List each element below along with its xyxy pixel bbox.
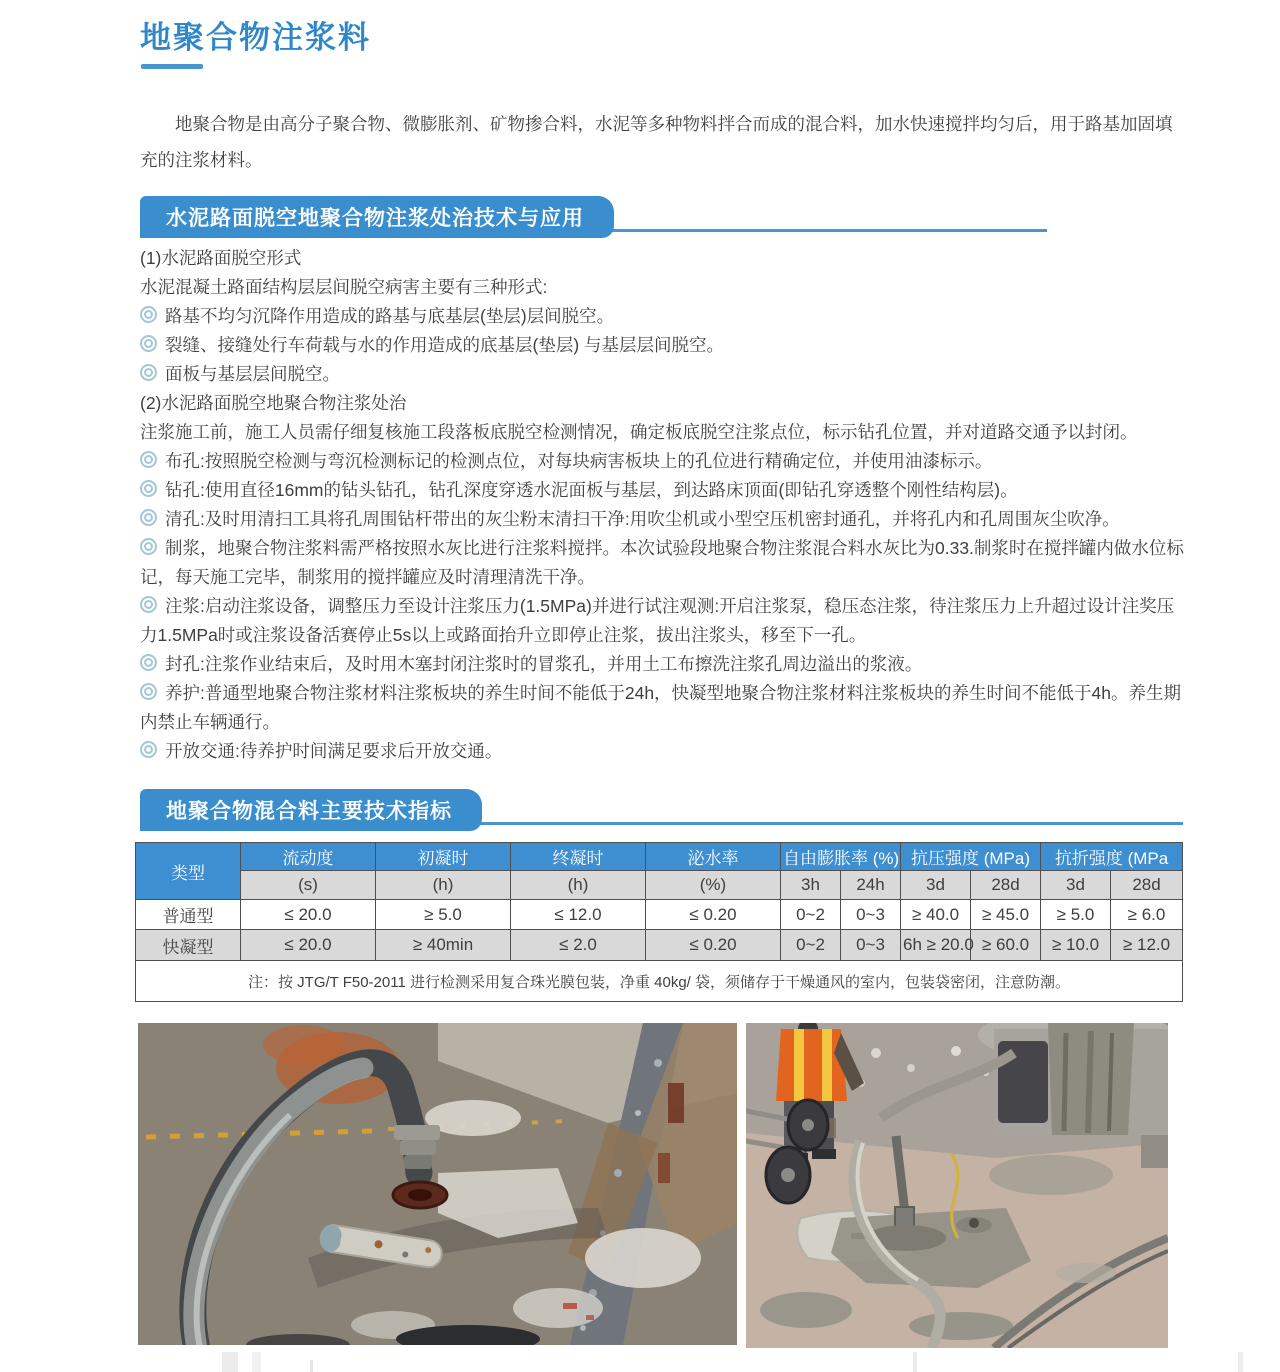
- table-note: 注：按 JTG/T F50-2011 进行检测采用复合珠光膜包装，净重 40kg/ 袋，须储存于干燥通风的室内，包装袋密闭，注意防潮。: [136, 961, 1183, 1002]
- ring-bullet-icon: [140, 509, 157, 526]
- sub-header-cell: 28d: [1111, 871, 1183, 900]
- sub-header-cell: 3d: [901, 871, 971, 900]
- bullet-line: 路基不均匀沉降作用造成的路基与底基层(垫层)层间脱空。: [140, 302, 1186, 331]
- row-label: 普通型: [136, 900, 241, 930]
- ring-bullet-icon: [140, 683, 157, 700]
- header-initial-set: 初凝时: [376, 843, 511, 871]
- ring-bullet-icon: [140, 335, 157, 352]
- intro-paragraph: 地聚合物是由高分子聚合物、微膨胀剂、矿物掺合料，水泥等多种物料拌合而成的混合料，加水快速搅拌均匀后，用于路基加固填充的注浆材料。: [140, 114, 1173, 170]
- text-line: (2)水泥路面脱空地聚合物注浆处治: [140, 393, 407, 413]
- header-final-set: 终凝时: [511, 843, 646, 871]
- value-cell: ≥ 45.0: [971, 900, 1041, 930]
- bullet-line: 面板与基层层间脱空。: [140, 360, 1186, 389]
- value-cell: ≤ 0.20: [646, 930, 781, 961]
- value-cell: ≥ 5.0: [1041, 900, 1111, 930]
- value-cell: ≥ 40min: [376, 930, 511, 961]
- value-cell: 6h ≥ 20.0: [901, 930, 971, 961]
- text-line: 注浆施工前，施工人员需仔细复核施工段落板底脱空检测情况，确定板底脱空注浆点位，标示钻孔位置，并对道路交通予以封闭。: [140, 422, 1138, 442]
- bullet-line: 注浆:启动注浆设备，调整压力至设计注浆压力(1.5MPa)并进行试注观测:开启注浆泵，稳压态注浆，待注浆压力上升超过设计注奖压力1.5MPa时或注浆设备活赛停止5s以上或路面抬升立即停止注浆，拔出注浆头，移至下一孔。: [140, 596, 1175, 645]
- ring-bullet-icon: [140, 741, 157, 758]
- bullet-line: 布孔:按照脱空检测与弯沉检测标记的检测点位，对每块病害板块上的孔位进行精确定位，并使用油漆标示。: [140, 447, 1186, 476]
- value-cell: 0~3: [841, 900, 901, 930]
- page-title: 地聚合物注浆料: [140, 20, 371, 55]
- unit-cell: (h): [376, 871, 511, 900]
- value-cell: ≤ 2.0: [511, 930, 646, 961]
- value-cell: 0~2: [781, 900, 841, 930]
- table-header-row-1: [136, 843, 1183, 871]
- header-fluidity: 流动度: [241, 843, 376, 871]
- header-bleeding: 泌水率: [646, 843, 781, 871]
- unit-cell: (%): [646, 871, 781, 900]
- unit-cell: (s): [241, 871, 376, 900]
- bottom-ghost-mark: [310, 1360, 313, 1372]
- table-row-normal-type: [136, 900, 1183, 930]
- value-cell: ≥ 12.0: [1111, 930, 1183, 961]
- value-cell: 0~2: [781, 930, 841, 961]
- sub-header-cell: 28d: [971, 871, 1041, 900]
- bullet-line: 钻孔:使用直径16mm的钻头钻孔，钻孔深度穿透水泥面板与基层，到达路床顶面(即钻孔穿透整个刚性结构层)。: [140, 476, 1186, 505]
- bullet-line: 清孔:及时用清扫工具将孔周围钻杆带出的灰尘粉末清扫干净:用吹尘机或小型空压机密封通孔，并将孔内和孔周围灰尘吹净。: [140, 505, 1186, 534]
- bottom-ghost-mark: [913, 1352, 917, 1372]
- section1-body: [140, 244, 1186, 766]
- table-note-row: [136, 961, 1183, 1002]
- value-cell: ≤ 0.20: [646, 900, 781, 930]
- section1-banner: 水泥路面脱空地聚合物注浆处治技术与应用: [140, 196, 614, 238]
- photo-grouting-port-pavement: [138, 1023, 737, 1345]
- value-cell: ≥ 6.0: [1111, 900, 1183, 930]
- bullet-line: 养护:普通型地聚合物注浆材料注浆板块的养生时间不能低于24h，快凝型地聚合物注浆材料注浆板块的养生时间不能低于4h。养生期内禁止车辆通行。: [140, 683, 1182, 732]
- table-row-fast-set-type: [136, 930, 1183, 961]
- bullet-line: 裂缝、接缝处行车荷载与水的作用造成的底基层(垫层) 与基层层间脱空。: [140, 331, 1186, 360]
- unit-cell: (h): [511, 871, 646, 900]
- ring-bullet-icon: [140, 451, 157, 468]
- text-line: 水泥混凝土路面结构层层间脱空病害主要有三种形式:: [140, 277, 548, 297]
- text-line: (1)水泥路面脱空形式: [140, 248, 302, 268]
- value-cell: ≤ 20.0: [241, 930, 376, 961]
- bullet-line: 制浆，地聚合物注浆料需严格按照水灰比进行注浆料搅拌。本次试验段地聚合物注浆混合料水灰比为0.33.制浆时在搅拌罐内做水位标记，每天施工完毕，制浆用的搅拌罐应及时清理清洗干净。: [140, 538, 1184, 587]
- bullet-line: 封孔:注浆作业结束后，及时用木塞封闭注浆时的冒浆孔，并用土工布擦洗注浆孔周边溢出的浆液。: [140, 650, 1186, 679]
- sub-header-cell: 24h: [841, 871, 901, 900]
- ring-bullet-icon: [140, 306, 157, 323]
- header-compressive: 抗压强度 (MPa): [901, 843, 1041, 871]
- sub-header-cell: 3h: [781, 871, 841, 900]
- technical-specs-table: [135, 842, 1183, 1002]
- section2-banner: 地聚合物混合料主要技术指标: [140, 789, 482, 831]
- row-label: 快凝型: [136, 930, 241, 961]
- ring-bullet-icon: [140, 596, 157, 613]
- ring-bullet-icon: [140, 538, 157, 555]
- title-dash-decoration: [141, 64, 203, 69]
- header-flexural: 抗折强度 (MPa: [1041, 843, 1183, 871]
- ring-bullet-icon: [140, 364, 157, 381]
- ring-bullet-icon: [140, 654, 157, 671]
- value-cell: ≥ 10.0: [1041, 930, 1111, 961]
- value-cell: ≥ 5.0: [376, 900, 511, 930]
- bullet-line: 开放交通:待养护时间满足要求后开放交通。: [140, 737, 1186, 766]
- value-cell: ≤ 12.0: [511, 900, 646, 930]
- sub-header-cell: 3d: [1041, 871, 1111, 900]
- bottom-ghost-mark: [222, 1352, 238, 1372]
- bottom-ghost-mark: [1238, 1352, 1243, 1372]
- value-cell: ≥ 40.0: [901, 900, 971, 930]
- ring-bullet-icon: [140, 480, 157, 497]
- photo-grouting-worksite: [746, 1023, 1168, 1348]
- value-cell: ≥ 60.0: [971, 930, 1041, 961]
- header-free-expansion: 自由膨胀率 (%): [781, 843, 901, 871]
- value-cell: 0~3: [841, 930, 901, 961]
- table-header-row-2: [136, 871, 1183, 900]
- bottom-ghost-mark: [252, 1352, 261, 1372]
- value-cell: ≤ 20.0: [241, 900, 376, 930]
- header-type: 类型: [136, 843, 241, 900]
